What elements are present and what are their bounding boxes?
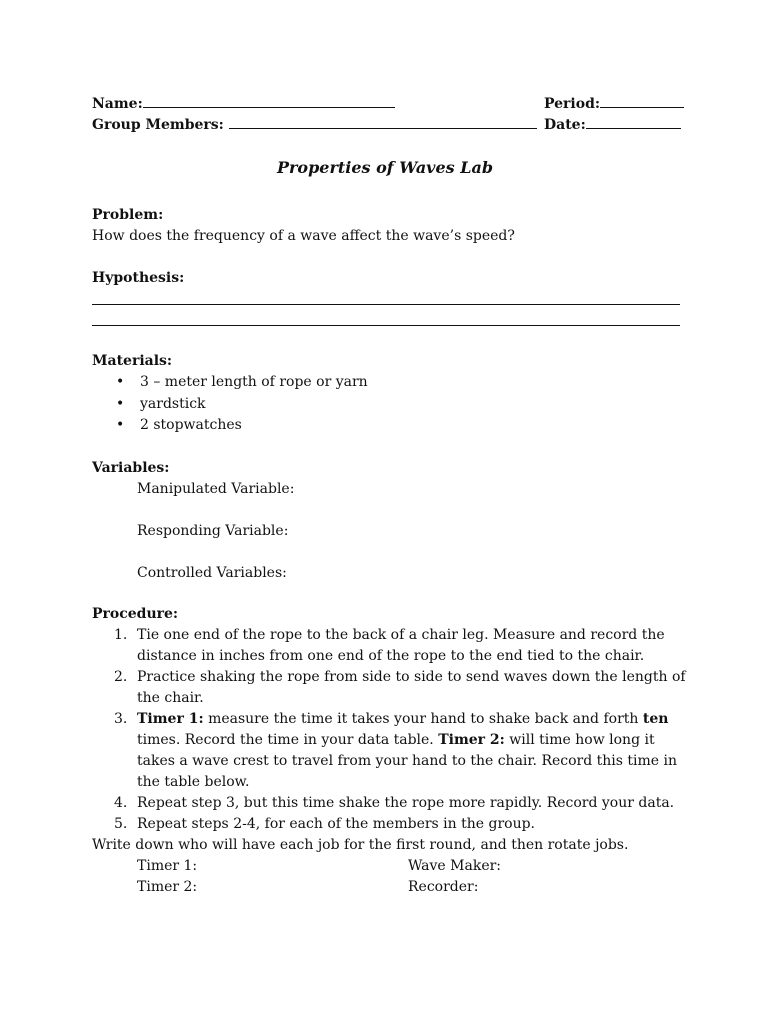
step-text: Repeat steps 2-4, for each of the members in the group.	[137, 816, 536, 832]
jobs-intro: Write down who will have each job for the first round, and then rotate jobs.	[92, 837, 629, 853]
name-line	[92, 93, 395, 115]
controlled-variables-label: Controlled Variables:	[137, 565, 287, 581]
step-number: 2.	[114, 669, 128, 685]
procedure-list	[92, 625, 692, 835]
procedure-step	[92, 625, 692, 667]
procedure-step	[92, 667, 692, 709]
step-text-part: will time how long it takes a wave crest to travel from your hand to the chair. Record this time in the table below.	[137, 732, 678, 790]
variables-heading: Variables:	[92, 460, 170, 476]
name-label: Name:	[92, 96, 143, 112]
group-members-label: Group Members:	[92, 117, 224, 133]
responding-variable-label: Responding Variable:	[137, 523, 289, 539]
timer1-emphasis: Timer 1:	[137, 711, 204, 727]
step-number: 5.	[114, 816, 128, 832]
step-number: 3.	[114, 711, 128, 727]
procedure-step	[92, 793, 692, 814]
material-text: 3 – meter length of rope or yarn	[140, 374, 368, 390]
name-blank[interactable]	[143, 93, 395, 108]
problem-heading: Problem:	[92, 207, 164, 223]
manipulated-variable-label: Manipulated Variable:	[137, 481, 295, 497]
date-line	[544, 114, 681, 136]
list-item	[92, 394, 368, 416]
bullet-icon: •	[116, 395, 125, 412]
page-title: Properties of Waves Lab	[276, 158, 494, 177]
period-line	[544, 93, 684, 115]
period-label: Period:	[544, 96, 601, 112]
date-label: Date:	[544, 117, 586, 133]
materials-heading: Materials:	[92, 353, 173, 369]
procedure-step	[92, 814, 692, 835]
timer1-job-label: Timer 1:	[137, 858, 198, 874]
timer2-job-label: Timer 2:	[137, 879, 198, 895]
step-number: 1.	[114, 627, 128, 643]
bullet-icon: •	[116, 374, 125, 390]
list-item	[92, 372, 368, 394]
step-text: Practice shaking the rope from side to side to send waves down the length of the chair.	[137, 669, 686, 706]
wave-maker-job-label: Wave Maker:	[408, 858, 502, 874]
step-text-part: times. Record the time in your data table.	[137, 732, 439, 748]
hypothesis-heading: Hypothesis:	[92, 270, 185, 286]
date-blank[interactable]	[586, 114, 681, 129]
step-text: Repeat step 3, but this time shake the rope more rapidly. Record your data.	[137, 795, 675, 811]
hypothesis-line-1[interactable]	[92, 304, 680, 305]
list-item	[92, 415, 368, 437]
step-number: 4.	[114, 795, 128, 811]
materials-list	[92, 372, 368, 437]
hypothesis-line-2[interactable]	[92, 325, 680, 326]
recorder-job-label: Recorder:	[408, 879, 479, 895]
material-text: 2 stopwatches	[140, 417, 242, 433]
group-members-line	[92, 114, 537, 136]
step-text-part: measure the time it takes your hand to shake back and forth	[203, 711, 643, 727]
period-blank[interactable]	[600, 93, 684, 108]
procedure-step	[92, 709, 692, 793]
material-text: yardstick	[140, 395, 206, 412]
procedure-heading: Procedure:	[92, 606, 179, 622]
problem-text: How does the frequency of a wave affect the wave’s speed?	[92, 228, 515, 244]
ten-emphasis: ten	[642, 711, 669, 727]
step-text: Tie one end of the rope to the back of a chair leg. Measure and record the distance in inches from one end of the rope to the end tied to the chair.	[137, 627, 665, 664]
group-members-blank[interactable]	[229, 114, 537, 129]
bullet-icon: •	[116, 417, 125, 433]
timer2-emphasis: Timer 2:	[438, 732, 505, 748]
